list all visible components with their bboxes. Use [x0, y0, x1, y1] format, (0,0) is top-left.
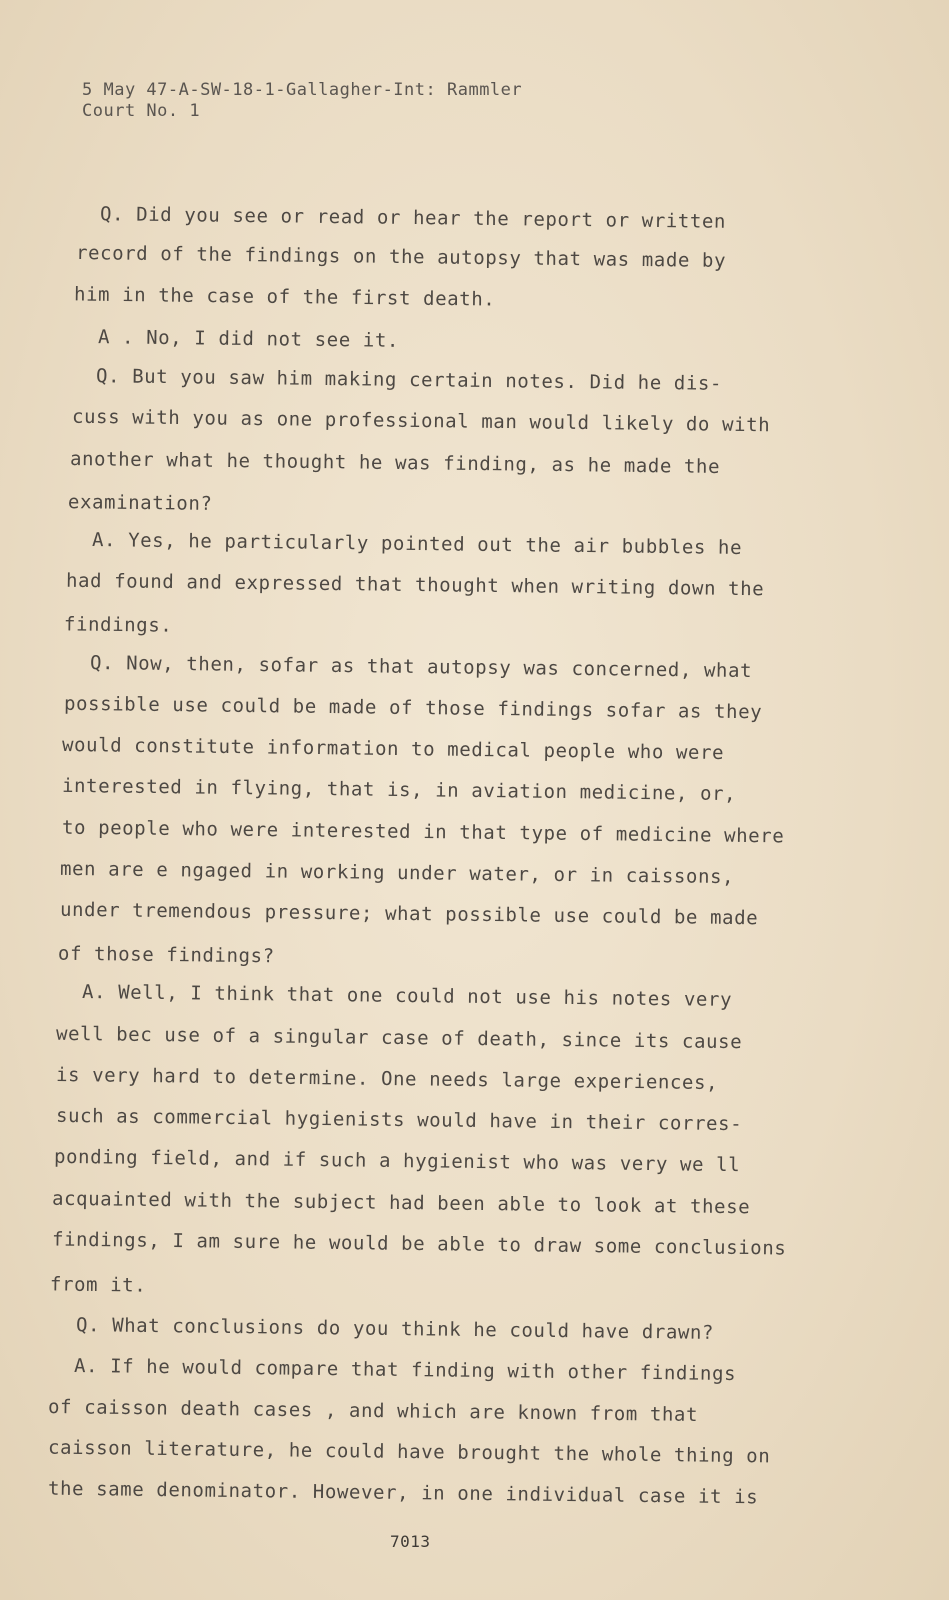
- body-line: ponding field, and if such a hygienist who was very we ll: [53, 1145, 741, 1177]
- body-line: examination?: [67, 491, 213, 515]
- body-line: such as commercial hygienists would have in their corres-: [55, 1104, 743, 1136]
- body-line: under tremendous pressure; what possible use could be made: [59, 898, 759, 930]
- page-number: 7013: [390, 1532, 431, 1551]
- body-line: men are e ngaged in working under water, or in caissons,: [59, 857, 735, 889]
- body-line: findings, I am sure he would be able to draw some conclusions: [51, 1228, 787, 1260]
- body-line: caisson literature, he could have brought the whole thing on: [47, 1436, 771, 1468]
- body-line: record of the findings on the autopsy that was made by: [75, 242, 727, 272]
- header-court-line: Court No. 1: [82, 101, 201, 121]
- body-line: possible use could be made of those findings sofar as they: [63, 692, 763, 724]
- body-line: another what he thought he was finding, as he made the: [69, 448, 721, 478]
- body-line: A. Well, I think that one could not use his notes very: [81, 981, 733, 1011]
- body-line: him in the case of the first death.: [73, 283, 496, 311]
- document-header: [82, 80, 522, 122]
- body-line: to people who were interested in that type of medicine where: [61, 816, 785, 848]
- body-line: A. If he would compare that finding with other findings: [73, 1354, 737, 1386]
- body-line: would constitute information to medical people who were: [61, 733, 725, 765]
- body-line: A . No, I did not see it.: [97, 326, 400, 352]
- body-line: from it.: [49, 1273, 147, 1297]
- body-line: Q. But you saw him making certain notes. Did he dis-: [95, 365, 723, 395]
- body-line: the same denominator. However, in one individual case it is: [47, 1477, 759, 1509]
- body-line: had found and expressed that thought when writing down the: [65, 569, 765, 601]
- header-reference-line: 5 May 47-A-SW-18-1-Gallagher-Int: Rammler: [82, 80, 523, 100]
- body-line: cuss with you as one professional man would likely do with: [71, 405, 771, 437]
- body-line: A. Yes, he particularly pointed out the air bubbles he: [91, 529, 743, 559]
- body-line: is very hard to determine. One needs large experiences,: [55, 1063, 719, 1095]
- body-line: Q. What conclusions do you think he could have drawn?: [75, 1314, 715, 1344]
- body-line: Q. Now, then, sofar as that autopsy was concerned, what: [89, 651, 753, 683]
- body-line: well bec use of a singular case of death, since its cause: [55, 1022, 743, 1054]
- body-line: findings.: [63, 613, 173, 637]
- body-line: Q. Did you see or read or hear the report or written: [99, 203, 727, 233]
- body-line: acquainted with the subject had been able to look at these: [51, 1187, 751, 1219]
- body-line: interested in flying, that is, in aviation medicine, or,: [61, 774, 737, 806]
- body-line: of caisson death cases , and which are known from that: [47, 1396, 699, 1426]
- body-line: of those findings?: [57, 942, 275, 968]
